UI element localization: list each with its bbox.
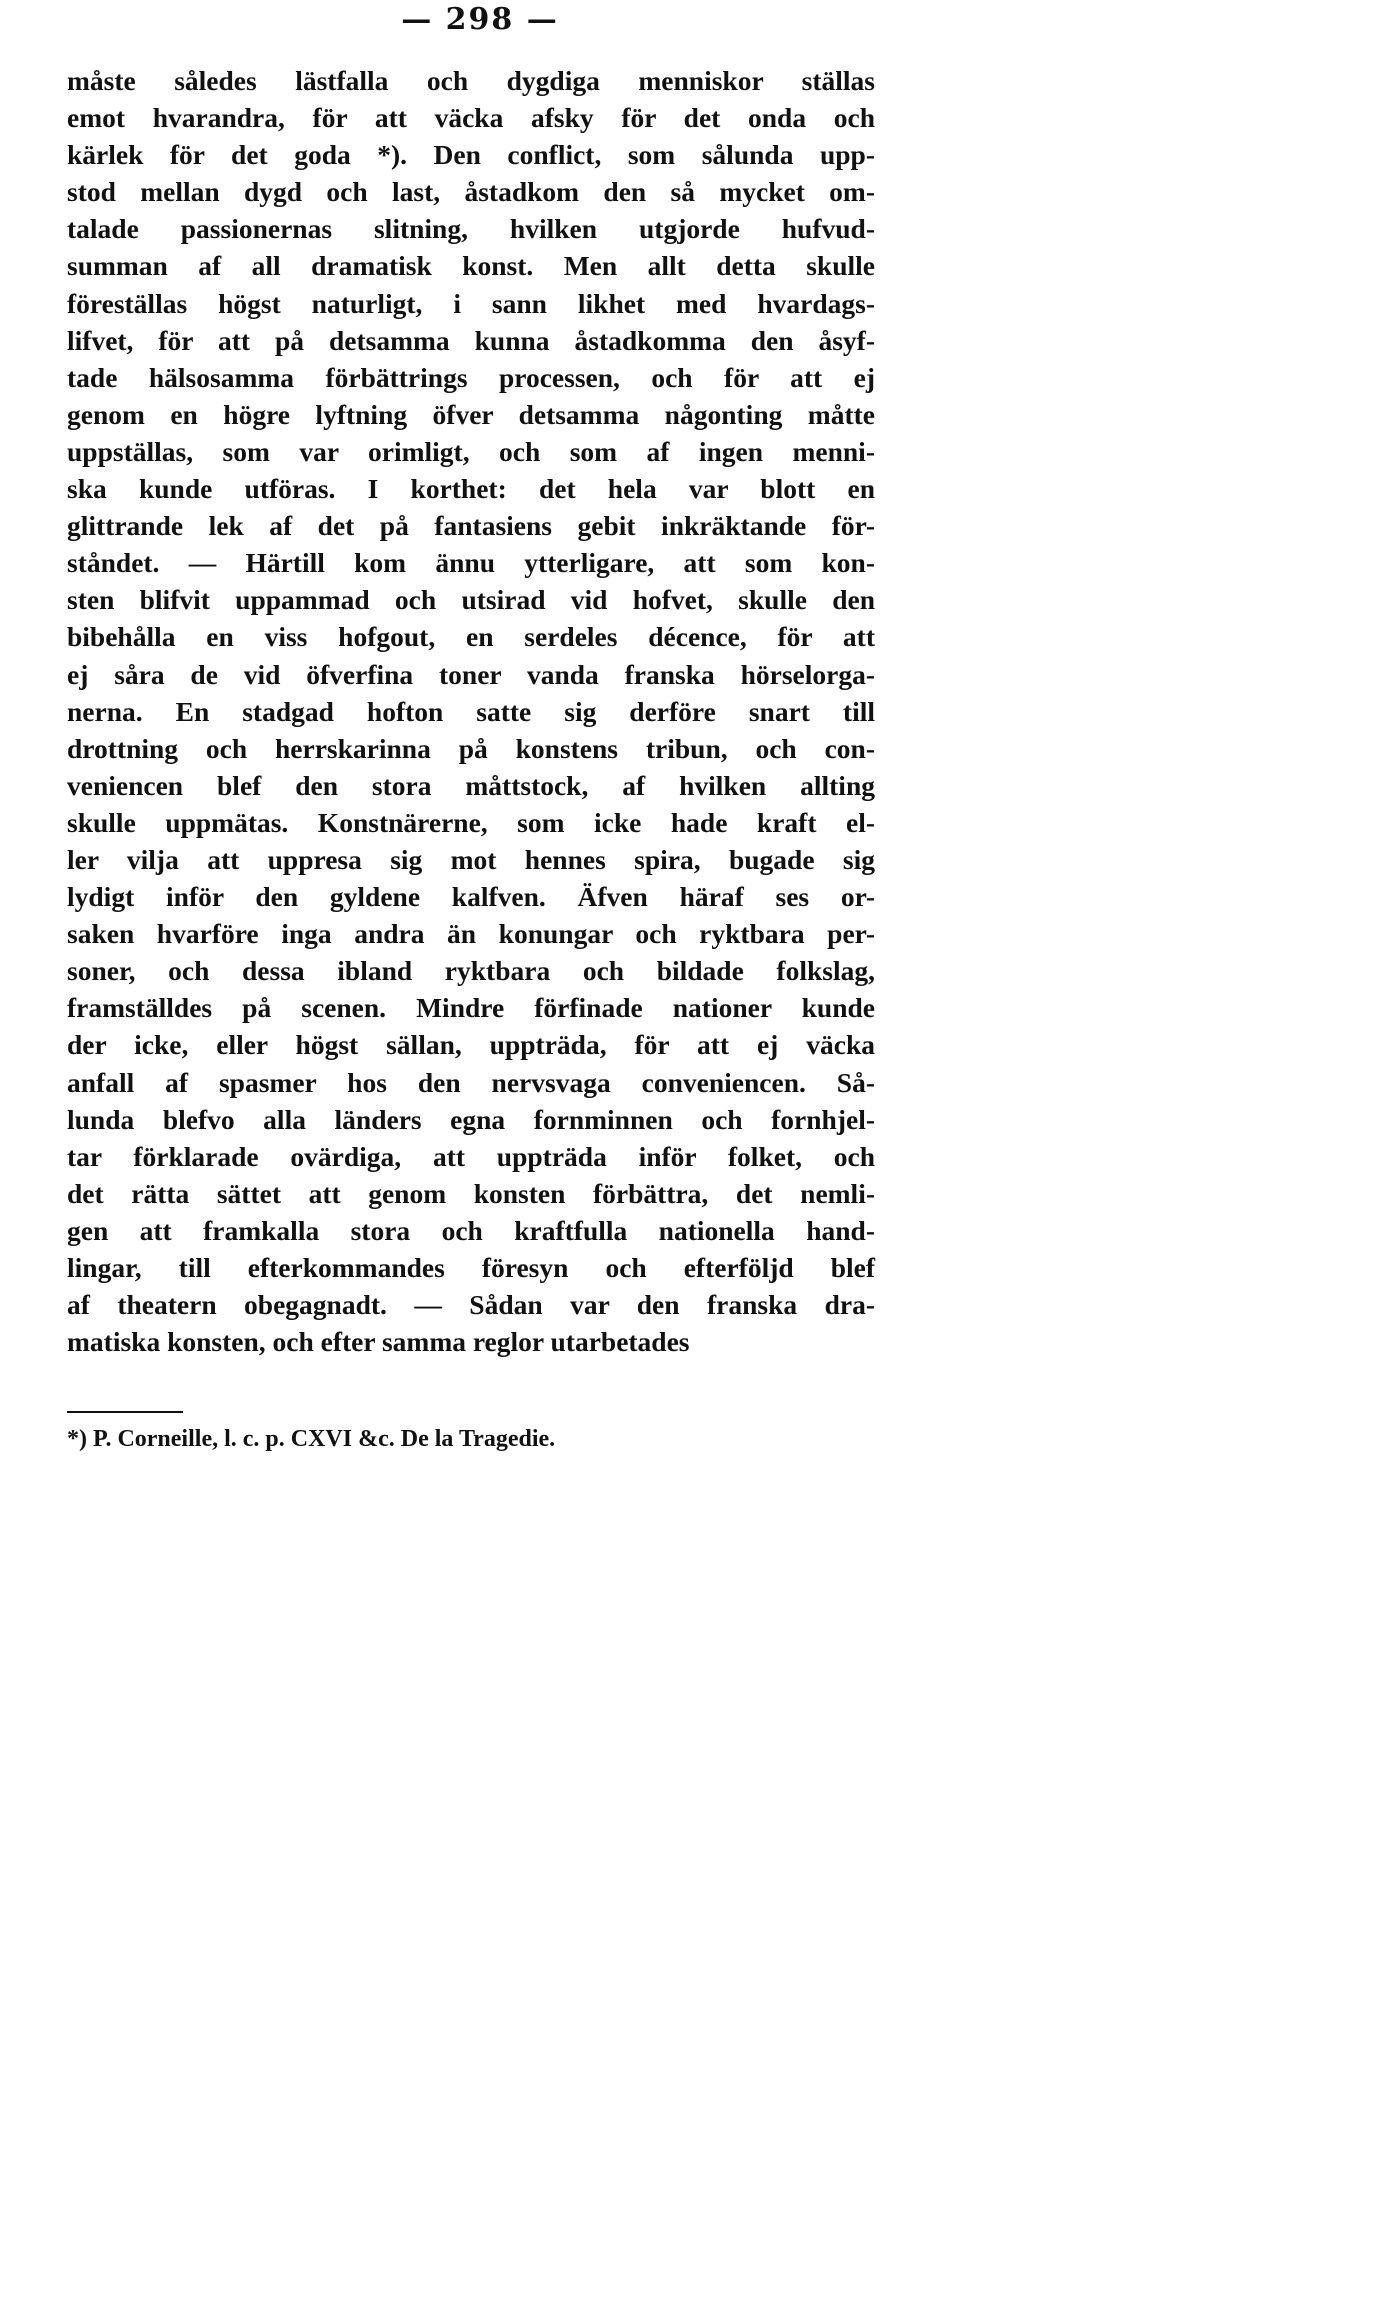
text-line: föreställas högst naturligt, i sann likhet med hvardags- xyxy=(67,287,875,319)
text-line: nerna. En stadgad hofton satte sig derföre snart till xyxy=(67,695,875,727)
text-line: saken hvarföre inga andra än konungar och ryktbara per- xyxy=(67,918,875,950)
text-line: lifvet, för att på detsamma kunna åstadkomma den åsyf- xyxy=(67,324,875,356)
text-line: framställdes på scenen. Mindre förfinade nationer kunde xyxy=(67,992,875,1024)
book-page xyxy=(0,0,960,1535)
text-line: sten blifvit uppammad och utsirad vid hofvet, skulle den xyxy=(67,584,875,616)
text-line: ska kunde utföras. I korthet: det hela var blott en xyxy=(67,473,875,505)
footnote-divider xyxy=(67,1411,183,1413)
footnote: *) P. Corneille, l. c. p. CXVI &c. De la Tragedie. xyxy=(67,1426,556,1452)
text-line: veniencen blef den stora måttstock, af hvilken allting xyxy=(67,769,875,801)
text-line: genom en högre lyftning öfver detsamma någonting måtte xyxy=(67,398,875,430)
text-line: tar förklarade ovärdiga, att uppträda inför folket, och xyxy=(67,1140,875,1172)
text-line: glittrande lek af det på fantasiens gebit inkräktande för- xyxy=(67,510,875,542)
text-line: der icke, eller högst sällan, uppträda, för att ej väcka xyxy=(67,1029,875,1061)
text-line: måste således lästfalla och dygdiga menniskor ställas xyxy=(67,65,875,96)
text-line: uppställas, som var orimligt, och som af ingen menni- xyxy=(67,435,875,467)
text-line: ej såra de vid öfverfina toner vanda franska hörselorga- xyxy=(67,658,875,690)
text-line: tade hälsosamma förbättrings processen, och för att ej xyxy=(67,361,875,393)
text-line: ler vilja att uppresa sig mot hennes spira, bugade sig xyxy=(67,843,875,875)
text-line: af theatern obegagnadt. — Sådan var den franska dra- xyxy=(67,1289,875,1321)
text-line: matiska konsten, och efter samma reglor utarbetades xyxy=(67,1326,690,1358)
text-line: talade passionernas slitning, hvilken utgjorde hufvud- xyxy=(67,213,875,245)
page-number-header: — 298 — xyxy=(401,2,559,37)
text-line: ståndet. — Härtill kom ännu ytterligare, att som kon- xyxy=(67,547,875,579)
text-line: soner, och dessa ibland ryktbara och bildade folkslag, xyxy=(67,955,875,987)
text-line: bibehålla en viss hofgout, en serdeles décence, för att xyxy=(67,621,875,653)
text-line: skulle uppmätas. Konstnärerne, som icke hade kraft el- xyxy=(67,806,875,838)
text-line: summan af all dramatisk konst. Men allt detta skulle xyxy=(67,250,875,282)
text-line: det rätta sättet att genom konsten förbättra, det nemli- xyxy=(67,1177,875,1209)
body-text xyxy=(67,62,875,1360)
text-line: gen att framkalla stora och kraftfulla nationella hand- xyxy=(67,1214,875,1246)
text-line: kärlek för det goda *). Den conflict, som sålunda upp- xyxy=(67,139,875,171)
text-line: lunda blefvo alla länders egna fornminnen och fornhjel- xyxy=(67,1103,875,1135)
text-line: stod mellan dygd och last, åstadkom den så mycket om- xyxy=(67,176,875,208)
text-line: lydigt inför den gyldene kalfven. Äfven häraf ses or- xyxy=(67,881,875,913)
text-line: anfall af spasmer hos den nervsvaga conveniencen. Så- xyxy=(67,1066,875,1098)
text-line: lingar, till efterkommandes föresyn och efterföljd blef xyxy=(67,1252,875,1283)
text-line: emot hvarandra, för att väcka afsky för det onda och xyxy=(67,102,875,134)
text-line: drottning och herrskarinna på konstens tribun, och con- xyxy=(67,732,875,764)
